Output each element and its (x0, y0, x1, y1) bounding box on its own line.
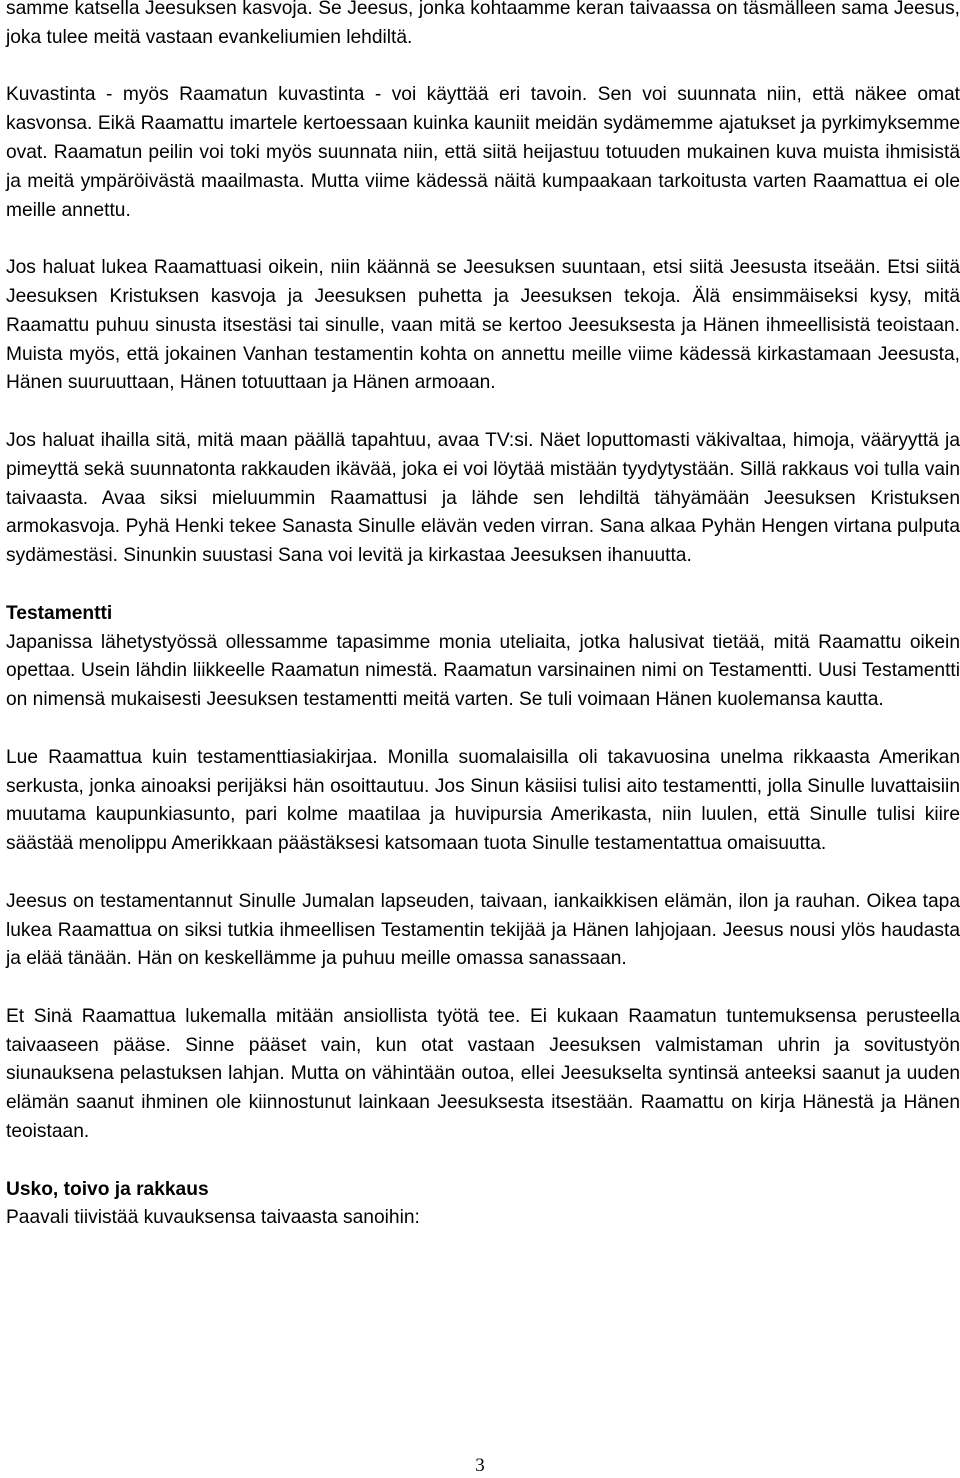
paragraph: Kuvastinta - myös Raamatun kuvastinta - voi käyttää eri tavoin. Sen voi suunnata niin, että näkee omat kasvonsa. Eikä Raamattu imartele kertoessaan kuinka kauniit meidän sydämemme ajatukset ja pyrkimyksemme ovat. Raamatun peilin voi toki myös suunnata niin, että siitä heijastuu totuuden mukainen kuva muista ihmisistä ja meitä ympäröivästä maailmasta. Mutta viime kädessä näitä kumpaakaan tarkoitusta varten Raamattua ei ole meille annettu. (6, 84, 960, 221)
paragraph: Lue Raamattua kuin testamenttiasiakirjaa. Monilla suomalaisilla oli takavuosina unelma rikkaasta Amerikan serkusta, jonka ainoaksi perijäksi hän osoittautuu. Jos Sinun käsiisi tulisi aito testamentti, jolla Sinulle luvattaisiin muutama kaupunkiasunto, pari kolme maatilaa ja huvipursia Amerikasta, niin luulen, että Sinulle tulisi kiire säästää menolippu Amerikkaan päästäksesi katsomaan tuota Sinulle testamentattua omaisuutta. (6, 746, 960, 855)
page-number: 3 (475, 1455, 485, 1476)
paragraph: Et Sinä Raamattua lukemalla mitään ansiollista työtä tee. Ei kukaan Raamatun tuntemuksensa perusteella taivaaseen pääse. Sinne pääset vain, kun otat vastaan Jeesuksen valmistaman uhrin ja sovitustyön siunauksena pelastuksen lahjan. Mutta on vähintään outoa, ellei Jeesukselta syntinsä anteeksi saanut ja uuden elämän saanut ihminen ole kiinnostunut lainkaan Jeesuksesta itsestään. Raamattu on kirja Hänestä ja Hänen teoistaan. (6, 1005, 960, 1143)
paragraph: samme katsella Jeesuksen kasvoja. Se Jeesus, jonka kohtaamme keran taivaassa on täsmälleen sama Jeesus, joka tulee meitä vastaan evankeliumien lehdiltä. (6, 0, 960, 48)
paragraph: Jos haluat lukea Raamattuasi oikein, niin käännä se Jeesuksen suuntaan, etsi siitä Jeesusta itseään. Etsi siitä Jeesuksen Kristuksen kasvoja ja Jeesuksen puhetta ja Jeesuksen tekoja. Älä ensimmäiseksi kysy, mitä Raamattu puhuu sinusta itsestäsi tai sinulle, vaan mitä se kertoo Jeesuksesta ja Hänen ihmeellisistä teoistaan. Muista myös, että jokainen Vanhan testamentin kohta on annettu meille viime kädessä kirkastamaan Jeesusta, Hänen suuruuttaan, Hänen totuuttaan ja Hänen armoaan. (6, 257, 960, 394)
section-heading-testamentti: Testamentti (6, 602, 113, 624)
paragraph: Jos haluat ihailla sitä, mitä maan päällä tapahtuu, avaa TV:si. Näet loputtomasti väkivaltaa, himoja, vääryyttä ja pimeyttä sekä suunnatonta rakkauden ikävää, joka ei voi löytää mistään tyydytystään. Sillä rakkaus voi tulla vain taivaasta. Avaa siksi mieluummin Raamattusi ja lähde sen lehdiltä tähyämään Jeesuksen Kristuksen armokasvoja. Pyhä Henki tekee Sanasta Sinulle elävän veden virran. Sana alkaa Pyhän Hengen virtana pulputa sydämestäsi. Sinunkin suustasi Sana voi levitä ja kirkastaa Jeesuksen ihanuutta. (6, 429, 960, 567)
section-heading-usko-toivo-rakkaus: Usko, toivo ja rakkaus (6, 1178, 209, 1200)
paragraph: Paavali tiivistää kuvauksensa taivaasta sanoihin: (6, 1207, 420, 1229)
paragraph: Jeesus on testamentannut Sinulle Jumalan lapseuden, taivaan, iankaikkisen elämän, ilon ja rauhan. Oikea tapa lukea Raamattua on siksi tutkia ihmeellisen Testamentin tekijää ja Hänen lahjojaan. Jeesus nousi ylös haudasta ja elää tänään. Hän on keskellämme ja puhuu meille omassa sanassaan. (6, 890, 960, 970)
paragraph: Japanissa lähetystyössä ollessamme tapasimme monia uteliaita, jotka halusivat tietää, mitä Raamattu oikein opettaa. Usein lähdin liikkeelle Raamatun nimestä. Raamatun varsinainen nimi on Testamentti. Uusi Testamentti on nimensä mukaisesti Jeesuksen testamentti meitä varten. Se tuli voimaan Hänen kuolemansa kautta. (6, 631, 960, 711)
